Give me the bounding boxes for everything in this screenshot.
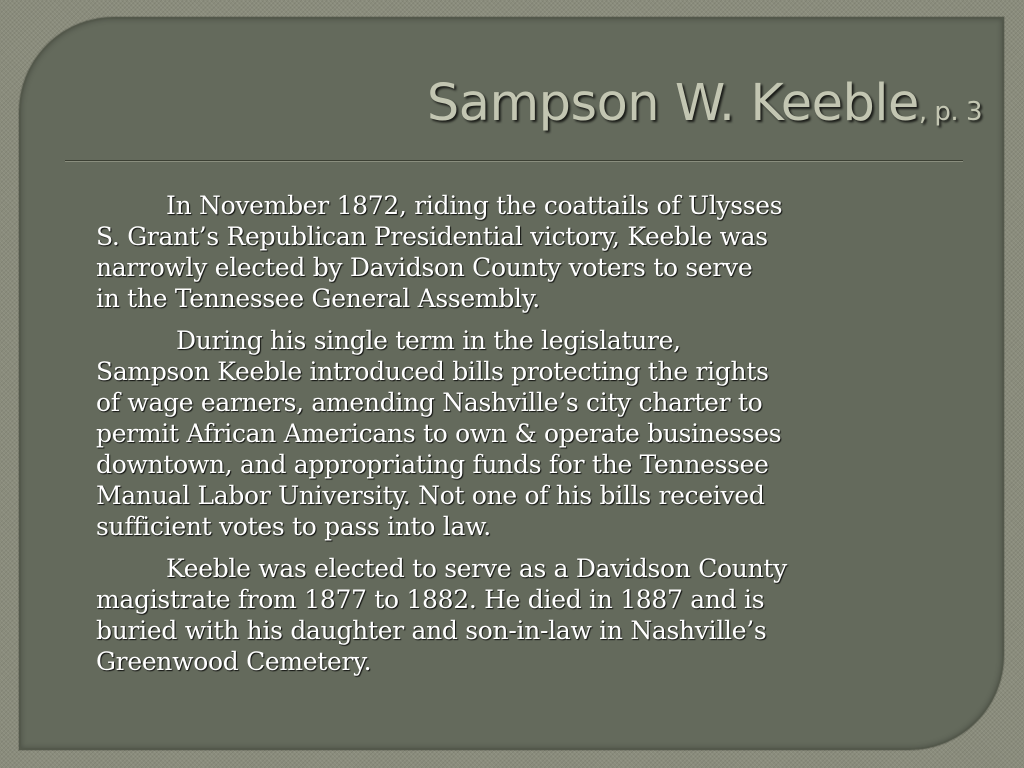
text-line: magistrate from 1877 to 1882. He died in 1887 and is	[96, 585, 765, 614]
text-line: buried with his daughter and son-in-law in Nashville’s	[96, 616, 767, 645]
text-line: downtown, and appropriating funds for the Tennessee	[96, 450, 769, 479]
text-line: of wage earners, amending Nashville’s city charter to	[96, 388, 763, 417]
text-line: in the Tennessee General Assembly.	[96, 284, 540, 313]
text-line: During his single term in the legislature,	[176, 326, 681, 355]
slide-body	[96, 190, 976, 688]
text-line: sufficient votes to pass into law.	[96, 512, 491, 541]
text-line: Greenwood Cemetery.	[96, 647, 372, 676]
slide-title-main: Sampson W. Keeble	[426, 74, 919, 133]
text-line: In November 1872, riding the coattails of Ulysses	[166, 191, 783, 220]
paragraph-election	[96, 190, 976, 314]
slide-title-page-ref: , p. 3	[918, 97, 982, 127]
text-line: Manual Labor University. Not one of his bills received	[96, 481, 765, 510]
text-line: S. Grant’s Republican Presidential victory, Keeble was	[96, 222, 768, 251]
text-line: narrowly elected by Davidson County voters to serve	[96, 253, 753, 282]
paragraph-legislature	[96, 325, 976, 542]
slide-title	[0, 74, 982, 133]
text-line: Sampson Keeble introduced bills protecting the rights	[96, 357, 769, 386]
paragraph-magistrate	[96, 553, 976, 677]
title-divider	[65, 160, 963, 162]
text-line: permit African Americans to own & operate businesses	[96, 419, 782, 448]
text-line: Keeble was elected to serve as a Davidson County	[166, 554, 787, 583]
